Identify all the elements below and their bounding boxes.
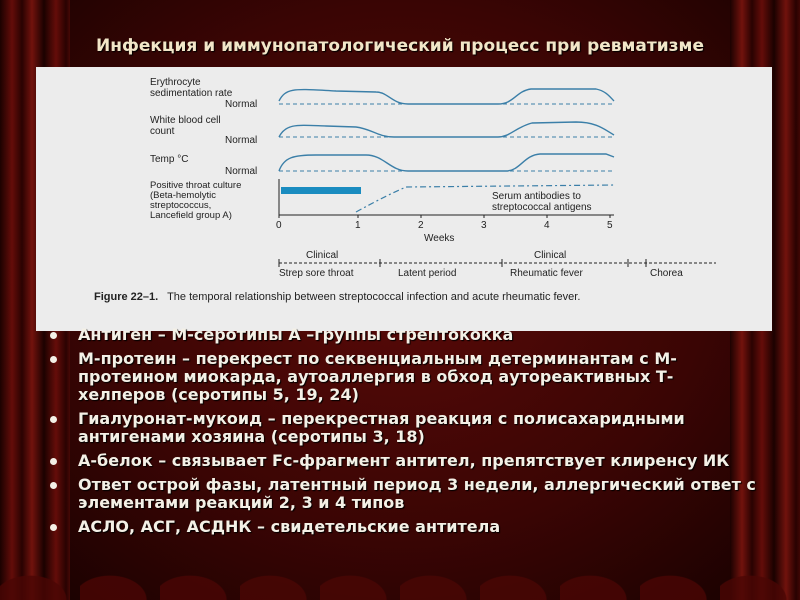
serum-label-line2: streptococcal antigens	[492, 202, 592, 213]
bullet-dot-icon	[50, 458, 57, 465]
esr-label-line1: Erythrocyte	[150, 77, 201, 88]
bullet-item	[46, 452, 758, 470]
clinical-left-label: Clinical	[306, 250, 339, 261]
culture-label-line4: Lancefield group A)	[150, 210, 232, 221]
phase-latent-period: Latent period	[398, 268, 457, 279]
bullet-item	[46, 476, 758, 512]
esr-row	[279, 89, 614, 104]
clinical-right-label: Clinical	[534, 250, 567, 261]
bullet-dot-icon	[50, 524, 57, 531]
week-tick-4: 4	[544, 220, 550, 231]
bullet-list	[46, 326, 758, 542]
bullet-text: М-протеин – перекрест по секвенциальным детерминантам с М-протеином миокарда, аутоаллергия в обход аутореактивных Т-хелперов (серотипы 5, 19, 24)	[78, 349, 677, 404]
bullet-text: Антиген – М-серотипы А –группы стрептококка	[78, 325, 514, 344]
phase-chorea: Chorea	[650, 268, 683, 279]
bullet-item	[46, 326, 758, 344]
wbc-label-line1: White blood cell	[150, 115, 221, 126]
temp-row	[279, 154, 614, 171]
bullet-text: Гиалуронат-мукоид – перекрестная реакция с полисахаридными антигенами хозяина (серотипы 3, 18)	[78, 409, 685, 446]
bullet-dot-icon	[50, 416, 57, 423]
serum-label-line1: Serum antibodies to	[492, 191, 581, 202]
culture-label-line3: streptococcus,	[150, 200, 212, 211]
bullet-item	[46, 518, 758, 536]
bullet-dot-icon	[50, 482, 57, 489]
week-tick-3: 3	[481, 220, 487, 231]
bullet-text: А-белок – связывает Fc-фрагмент антител, препятствует клиренсу ИК	[78, 451, 730, 470]
wbc-row	[279, 122, 614, 137]
throat-culture-bar	[281, 187, 361, 194]
temporal-relationship-figure	[36, 67, 772, 331]
wbc-label-line2: count	[150, 126, 175, 137]
bottom-drape	[0, 540, 800, 600]
week-tick-2: 2	[418, 220, 424, 231]
weeks-axis-label: Weeks	[424, 233, 455, 244]
bullet-dot-icon	[50, 356, 57, 363]
bullet-dot-icon	[50, 332, 57, 339]
phase-timeline	[279, 259, 716, 267]
week-tick-1: 1	[355, 220, 361, 231]
figure-caption	[94, 291, 580, 303]
caption-figure-number: Figure 22–1.	[94, 291, 159, 303]
bullet-text: АСЛО, АСГ, АСДНК – свидетельские антитела	[78, 517, 501, 536]
culture-label-line2: (Beta-hemolytic	[150, 190, 216, 201]
bullet-item	[46, 410, 758, 446]
esr-label-line2: sedimentation rate	[150, 88, 233, 99]
bullet-text: Ответ острой фазы, латентный период 3 недели, аллергический ответ с элементами реакций 2, 3 и 4 типов	[78, 475, 756, 512]
bullet-item	[46, 350, 758, 404]
temp-label: Temp °C	[150, 154, 189, 165]
week-tick-0: 0	[276, 220, 282, 231]
week-tick-5: 5	[607, 220, 613, 231]
caption-text: The temporal relationship between streptococcal infection and acute rheumatic fever.	[167, 291, 581, 303]
phase-strep-sore-throat: Strep sore throat	[279, 268, 354, 279]
culture-label-line1: Positive throat culture	[150, 180, 242, 191]
wbc-normal-label: Normal	[225, 135, 258, 146]
esr-normal-label: Normal	[225, 99, 258, 110]
temp-normal-label: Normal	[225, 166, 258, 177]
slide-title: Инфекция и иммунопатологический процесс при ревматизме	[96, 36, 704, 56]
phase-rheumatic-fever: Rheumatic fever	[510, 268, 583, 279]
